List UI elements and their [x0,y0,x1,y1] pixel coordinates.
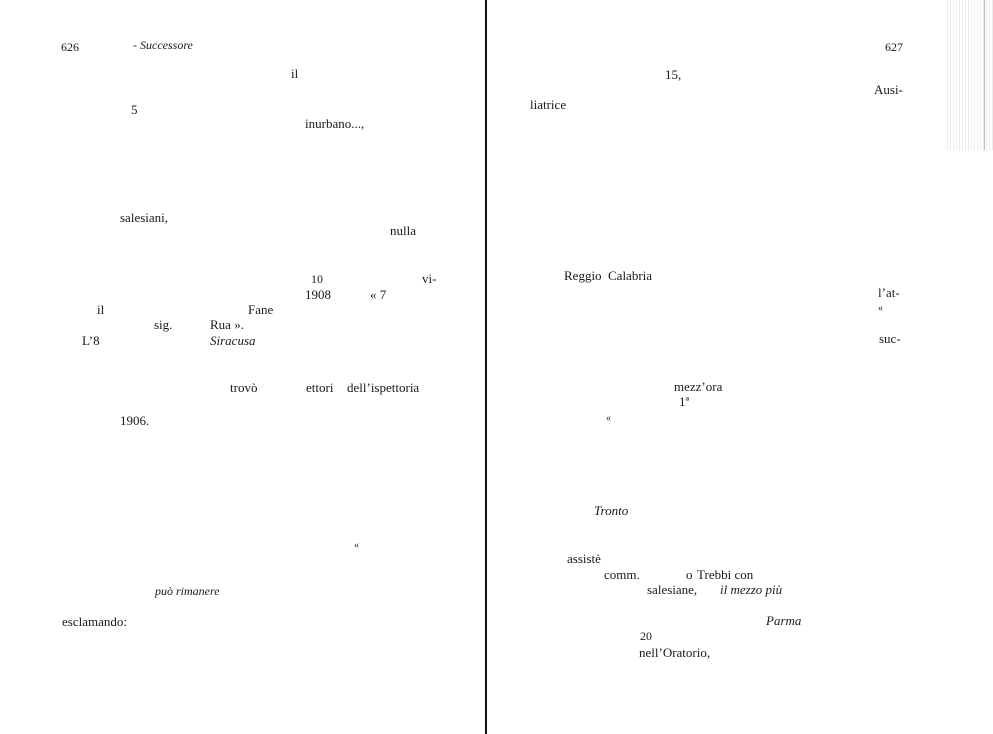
text-fragment: il [97,302,105,317]
text-fragment: o [686,567,693,582]
text-fragment: Rua ». [210,317,244,332]
text-fragment: Calabria [608,268,653,283]
line-number: 15, [665,67,682,82]
text-fragment: Siracusa [210,333,256,348]
text-fragment: L’8 [82,333,100,348]
page-gutter [485,0,487,734]
text-fragment: comm. [604,567,640,582]
text-fragment: Trebbi con [697,567,754,582]
text-fragment: liatrice [530,97,567,112]
text-fragment: nell’Oratorio, [639,645,711,660]
text-fragment: ettori [306,380,334,395]
text-fragment: 1ª [679,394,690,409]
quote-mark: « [878,303,883,314]
text-fragment: vi- [422,271,437,286]
text-fragment: il mezzo più [720,582,783,597]
text-fragment: 1908 [305,287,331,302]
quote-mark: « [354,540,359,551]
left-page [0,0,486,734]
text-fragment: « 7 [370,287,387,302]
text-fragment: nulla [390,223,416,238]
text-fragment: sig. [154,317,173,332]
page-number: 627 [885,40,903,54]
text-fragment: suc- [879,331,901,346]
text-fragment: Reggio [564,268,602,283]
line-number: 5 [131,102,138,117]
text-fragment: trovò [230,380,258,395]
quote-mark: « [606,413,611,424]
text-fragment: l’at- [878,285,900,300]
running-head: - Successore [133,38,193,52]
text-fragment: il [291,66,299,81]
text-fragment: Fane [248,302,274,317]
page-number: 626 [61,40,79,54]
line-number: 10 [311,272,323,286]
text-fragment: assistè [567,551,601,566]
page-edge-shading [945,0,993,150]
text-fragment: mezz’ora [674,379,723,394]
text-fragment: salesiane, [647,582,698,597]
text-fragment: può rimanere [155,584,220,598]
line-number: 20 [640,629,652,643]
text-fragment: esclamando: [62,614,127,629]
page-edge-line [984,0,985,150]
text-fragment: dell’ispettoria [347,380,420,395]
text-fragment: inurbano..., [305,116,365,131]
right-page [488,0,993,734]
text-fragment: Parma [766,613,802,628]
text-fragment: 1906. [120,413,150,428]
text-fragment: Tronto [594,503,629,518]
text-fragment: Ausi- [874,82,903,97]
text-fragment: salesiani, [120,210,169,225]
